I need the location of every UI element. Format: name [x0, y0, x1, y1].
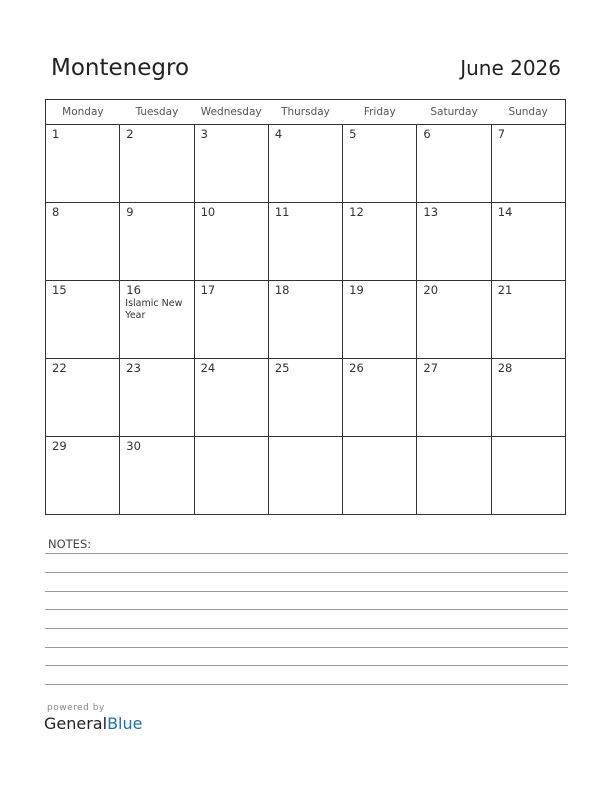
day-cell — [120, 437, 194, 515]
day-cell — [343, 203, 417, 281]
country-title: Montenegro — [51, 55, 190, 81]
logo-blue: Blue — [107, 714, 143, 733]
day-cell — [46, 125, 120, 203]
powered-by-text: powered by — [47, 703, 105, 713]
day-cell — [491, 437, 565, 515]
day-cell — [491, 359, 565, 437]
day-number: 20 — [423, 283, 439, 297]
week-row — [46, 359, 566, 437]
day-number: 21 — [497, 283, 513, 297]
day-number: 28 — [497, 361, 513, 375]
day-cell — [268, 437, 342, 515]
day-cell — [343, 125, 417, 203]
day-number: 1 — [52, 127, 60, 141]
day-cell — [46, 437, 120, 515]
day-cell — [417, 203, 491, 281]
week-row — [46, 125, 566, 203]
day-cell — [417, 125, 491, 203]
day-cell — [343, 359, 417, 437]
day-number: 22 — [52, 361, 67, 375]
day-number: 4 — [274, 127, 283, 141]
day-number: 2 — [126, 127, 134, 141]
day-cell — [46, 281, 120, 359]
brand-footer — [44, 703, 142, 733]
day-cell — [417, 359, 491, 437]
day-number: 5 — [349, 127, 357, 141]
day-number: 14 — [497, 205, 513, 219]
day-number: 26 — [349, 361, 364, 375]
weekday-header: Thursday — [268, 100, 342, 125]
note-line — [45, 553, 568, 554]
day-cell — [194, 125, 268, 203]
notes-label: NOTES: — [48, 537, 92, 551]
day-cell — [268, 359, 342, 437]
day-number: 9 — [126, 205, 134, 219]
day-cell — [120, 281, 194, 359]
day-cell — [343, 281, 417, 359]
day-number: 7 — [497, 127, 506, 141]
day-cell — [268, 281, 342, 359]
day-number: 24 — [200, 361, 216, 375]
note-line — [45, 609, 568, 610]
note-line — [45, 591, 568, 592]
day-number: 6 — [423, 127, 431, 141]
month-title: June 2026 — [460, 56, 561, 80]
day-cell — [120, 125, 194, 203]
week-row — [46, 281, 566, 359]
day-cell — [46, 203, 120, 281]
day-cell — [268, 203, 342, 281]
generalblue-logo — [44, 714, 142, 733]
note-line — [45, 572, 568, 573]
day-number: 17 — [200, 283, 216, 297]
day-number: 11 — [274, 205, 290, 219]
weekday-header: Tuesday — [120, 100, 194, 125]
day-number: 27 — [423, 361, 439, 375]
weekday-header: Monday — [46, 100, 120, 125]
day-cell — [268, 125, 342, 203]
week-row — [46, 203, 566, 281]
day-number: 8 — [52, 205, 60, 219]
day-cell — [120, 203, 194, 281]
weekday-header-row — [46, 100, 566, 125]
day-cell — [491, 203, 565, 281]
day-number: 29 — [52, 439, 67, 453]
day-cell — [417, 281, 491, 359]
weekday-header: Friday — [343, 100, 417, 125]
day-number: 18 — [274, 283, 290, 297]
weekday-header: Sunday — [491, 100, 565, 125]
day-number: 12 — [349, 205, 364, 219]
calendar-grid — [45, 99, 566, 515]
day-cell — [194, 359, 268, 437]
note-line — [45, 628, 568, 629]
note-line — [45, 684, 568, 685]
day-cell — [343, 437, 417, 515]
day-cell — [194, 437, 268, 515]
note-line — [45, 647, 568, 648]
day-cell — [46, 359, 120, 437]
weekday-header: Wednesday — [194, 100, 268, 125]
day-number: 30 — [126, 439, 141, 453]
week-row — [46, 437, 566, 515]
day-cell — [417, 437, 491, 515]
holiday-label: Islamic New Year — [125, 298, 183, 321]
day-number: 3 — [200, 127, 208, 141]
day-cell — [194, 281, 268, 359]
day-number: 15 — [52, 283, 67, 297]
day-number: 23 — [126, 361, 141, 375]
logo-general: General — [44, 714, 108, 733]
day-cell — [491, 125, 565, 203]
day-number: 25 — [274, 361, 290, 375]
day-number: 10 — [200, 205, 216, 219]
note-line — [45, 665, 568, 666]
day-number: 16 — [126, 283, 141, 297]
weekday-header: Saturday — [417, 100, 491, 125]
day-cell — [120, 359, 194, 437]
day-cell — [194, 203, 268, 281]
day-number: 13 — [423, 205, 439, 219]
day-number: 19 — [349, 283, 364, 297]
day-cell — [491, 281, 565, 359]
